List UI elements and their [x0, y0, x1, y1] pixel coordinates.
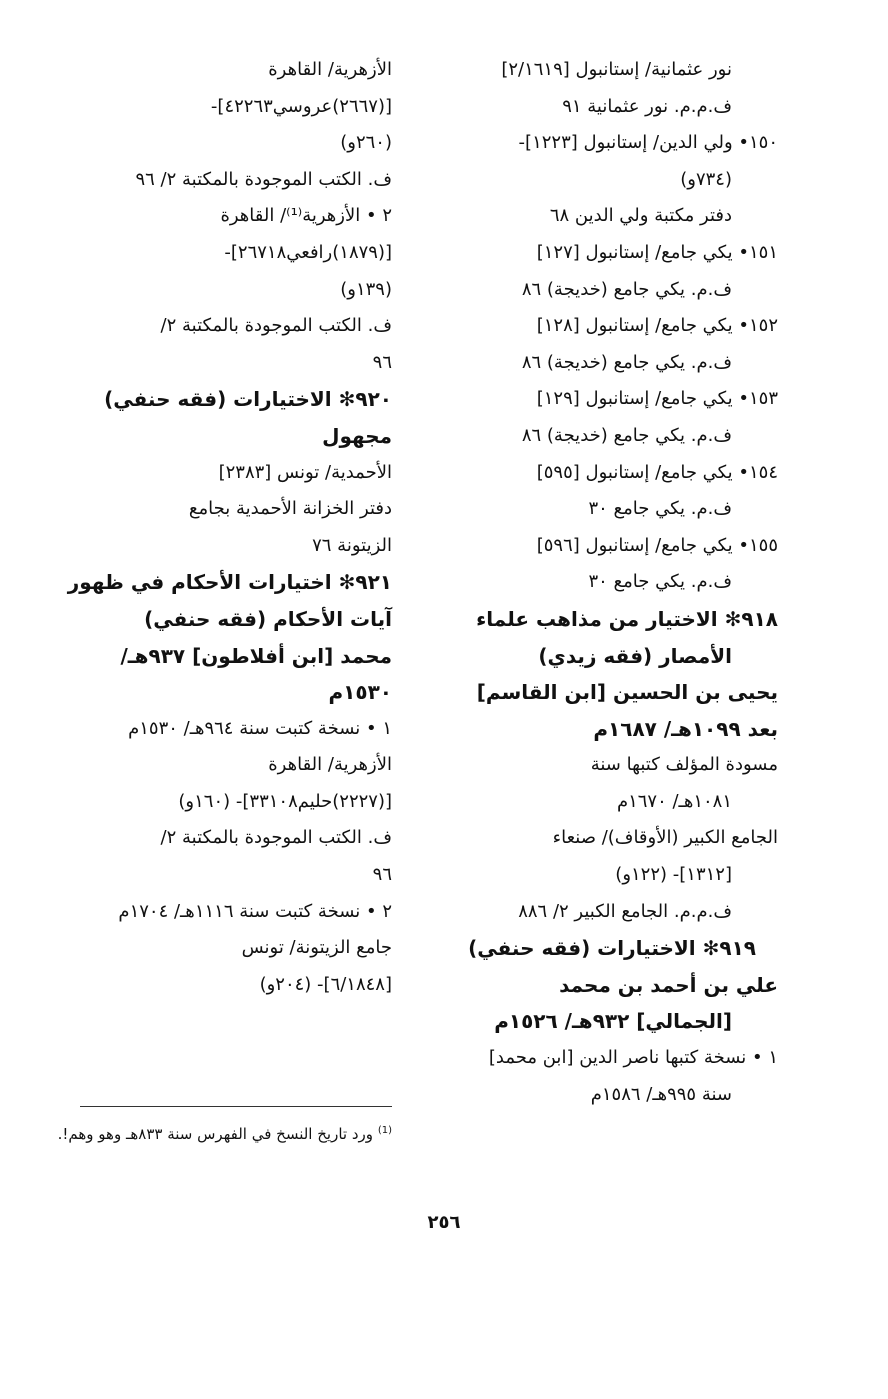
left-column-line: آيات الأحكام (فقه حنفي)	[144, 606, 392, 631]
footnote-separator	[80, 1106, 392, 1107]
right-column-line: [١٣١٢]- (١٢٢و)	[615, 864, 732, 886]
right-column-line: سنة ٩٩٥هـ/ ١٥٨٦م	[590, 1083, 732, 1105]
right-column-line: ٩١٨✻ الاختيار من مذاهب علماء	[476, 606, 778, 631]
left-column-line: ١٥٣٠م	[328, 680, 392, 705]
left-column-line: ٩٢٠✻ الاختيارات (فقه حنفي)	[104, 387, 392, 412]
right-column	[446, 52, 778, 1113]
right-column-line: ١٥٣• يكي جامع/ إستانبول [١٢٩]	[536, 388, 778, 410]
right-column-line: [الجمالي] ٩٣٢هـ/ ١٥٢٦م	[494, 1009, 732, 1034]
right-column-line: ف.م. يكي جامع (خديجة) ٨٦	[521, 424, 732, 446]
left-column-line: مجهول	[322, 423, 392, 448]
right-column-line: ١٥٥• يكي جامع/ إستانبول [٥٩٦]	[536, 534, 778, 556]
left-column-line: الزيتونة ٧٦	[312, 534, 392, 556]
right-column-line: مسودة المؤلف كتبها سنة	[590, 754, 778, 776]
left-column-line: ٩٦	[372, 864, 392, 886]
right-column-line: بعد ١٠٩٩هـ/ ١٦٨٧م	[593, 716, 778, 741]
left-column-line: [(٢٦٦٧)عروسي٤٢٢٦٣]-	[210, 95, 392, 117]
left-column-line: ٢ • نسخة كتبت سنة ١١١٦هـ/ ١٧٠٤م	[118, 900, 392, 922]
left-column-line: ف. الكتب الموجودة بالمكتبة ٢/ ٩٦	[135, 168, 392, 190]
right-column-line: ١٠٨١هـ/ ١٦٧٠م	[616, 790, 732, 812]
left-column-line: ف. الكتب الموجودة بالمكتبة ٢/	[160, 315, 392, 337]
left-column	[52, 52, 392, 1003]
left-column-line: [(٢٢٢٧)حليم٣٣١٠٨]- (١٦٠و)	[178, 790, 392, 812]
right-column-line: ف.م.م. الجامع الكبير ٢/ ٨٨٦	[518, 900, 732, 922]
right-column-line: نور عثمانية/ إستانبول [٢/١٦١٩]	[501, 59, 732, 80]
left-column-line: (٢٦٠و)	[340, 132, 392, 154]
footnote-marker: (1)	[377, 1125, 392, 1136]
right-column-line: يحيى بن الحسين [ابن القاسم]	[476, 680, 778, 705]
left-column-line: ١ • نسخة كتبت سنة ٩٦٤هـ/ ١٥٣٠م	[128, 717, 392, 739]
right-column-line: علي بن أحمد بن محمد	[559, 972, 778, 997]
left-column-line: ف. الكتب الموجودة بالمكتبة ٢/	[160, 827, 392, 849]
right-column-line: الأمصار (فقه زيدي)	[538, 643, 732, 668]
right-column-line: ١٥١• يكي جامع/ إستانبول [١٢٧]	[536, 241, 778, 263]
left-column-line: ٩٦	[372, 351, 392, 373]
right-column-line: ١٥٢• يكي جامع/ إستانبول [١٢٨]	[536, 315, 778, 337]
right-column-line: دفتر مكتبة ولي الدين ٦٨	[549, 205, 732, 227]
footnote-text: ورد تاريخ النسخ في الفهرس سنة ٨٣٣هـ وهو وهم!.	[57, 1125, 374, 1143]
right-column-line: ف.م. يكي جامع ٣٠	[588, 498, 732, 520]
left-column-line: ٩٢١✻ اختيارات الأحكام في ظهور	[67, 570, 392, 595]
right-column-line: ف.م. يكي جامع ٣٠	[588, 571, 732, 593]
right-column-line: ف.م. يكي جامع (خديجة) ٨٦	[521, 351, 732, 373]
left-column-line: [٦/١٨٤٨]- (٢٠٤و)	[259, 973, 392, 995]
footnote	[52, 1114, 392, 1151]
left-column-line: الأحمدية/ تونس [٢٣٨٣]	[218, 461, 392, 483]
left-column-line: (١٣٩و)	[340, 278, 392, 300]
right-column-line: الجامع الكبير (الأوقاف)/ صنعاء	[552, 827, 778, 849]
left-column-line: جامع الزيتونة/ تونس	[241, 937, 392, 959]
left-column-line: الأزهرية/ القاهرة	[268, 754, 392, 776]
left-column-line: [(١٨٧٩)رافعي٢٦٧١٨]-	[224, 241, 392, 263]
left-column-line: الأزهرية/ القاهرة	[268, 59, 392, 80]
right-column-line: ١ • نسخة كتبها ناصر الدين [ابن محمد]	[488, 1047, 778, 1069]
left-column-line: محمد [ابن أفلاطون] ٩٣٧هـ/	[120, 643, 392, 668]
page-number: ٢٥٦	[427, 1212, 461, 1233]
right-column-line: ف.م.م. نور عثمانية ٩١	[562, 95, 732, 117]
right-column-line: ١٥٤• يكي جامع/ إستانبول [٥٩٥]	[536, 461, 778, 483]
left-column-line: دفتر الخزانة الأحمدية بجامع	[188, 498, 392, 520]
left-column-line: ٢ • الأزهرية⁽¹⁾/ القاهرة	[220, 205, 392, 227]
right-column-line: ف.م. يكي جامع (خديجة) ٨٦	[521, 278, 732, 300]
right-column-line: (٧٣٤و)	[680, 168, 732, 190]
right-column-line: ١٥٠• ولي الدين/ إستانبول [١٢٢٣]-	[518, 132, 778, 154]
right-column-line: ٩١٩✻ الاختيارات (فقه حنفي)	[468, 936, 756, 961]
